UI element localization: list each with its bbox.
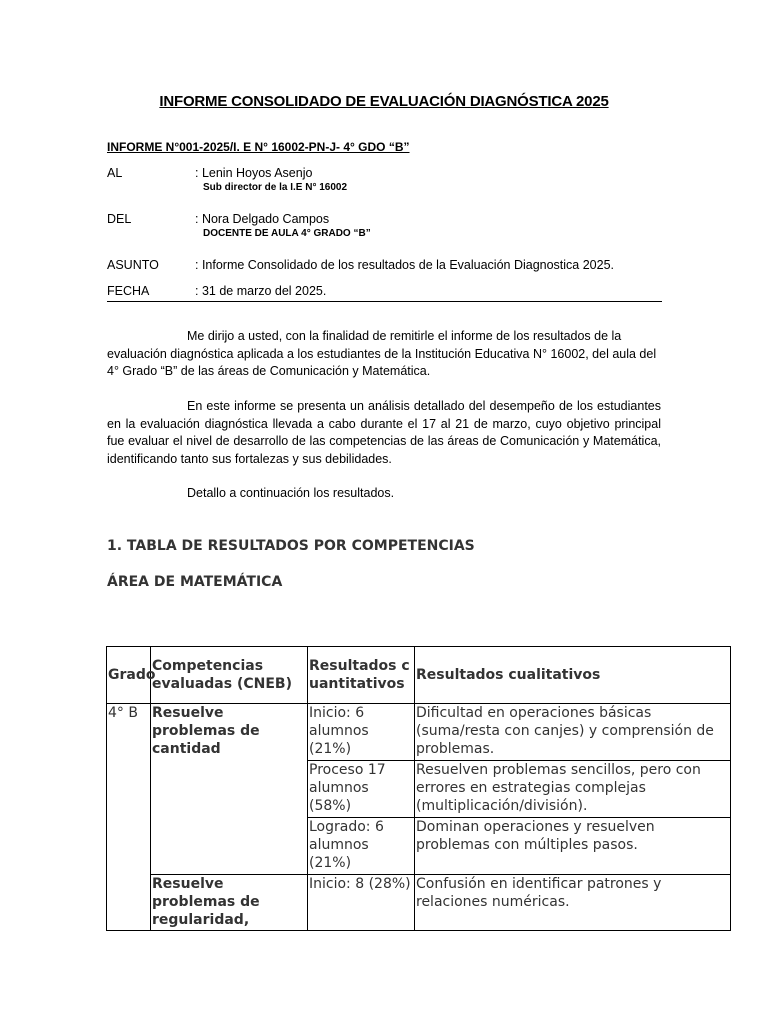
- header-grado: Grado: [107, 647, 151, 704]
- grade-cell: 4° B: [107, 704, 151, 931]
- header-del-sub: DOCENTE DE AULA 4° GRADO “B”: [203, 228, 371, 239]
- header-del-key: DEL: [107, 212, 132, 226]
- qual-cell: Confusión en identificar patrones y relaciones numéricas.: [415, 875, 731, 931]
- quant-cell: Logrado: 6 alumnos (21%): [308, 818, 415, 875]
- header-competencias: Competencias evaluadas (CNEB): [151, 647, 308, 704]
- header-al-sub: Sub director de la I.E N° 16002: [203, 182, 348, 193]
- paragraph-detail: Detallo a continuación los resultados.: [187, 486, 395, 500]
- table-row: [107, 875, 731, 931]
- paragraph-analysis: En este informe se presenta un análisis detallado del desempeño de los estudiantes en la evaluación diagnóstica llevada a cabo durante el 17 al 21 de marzo, cuyo objetivo principal fue evaluar el nivel de desarrollo de las competencias de las áreas de Comunicación y Matemática, identificando tanto sus fortalezas y sus debilidades.: [107, 399, 661, 466]
- competency-cell: Resuelve problemas de cantidad: [151, 704, 308, 875]
- header-asunto-key: ASUNTO: [107, 258, 159, 272]
- header-fecha-key: FECHA: [107, 284, 150, 298]
- header-asunto-value: : Informe Consolidado de los resultados de la Evaluación Diagnostica 2025.: [195, 258, 615, 272]
- section-heading: 1. TABLA DE RESULTADOS POR COMPETENCIAS: [107, 538, 475, 554]
- qual-cell: Dificultad en operaciones básicas (suma/resta con canjes) y comprensión de problemas.: [415, 704, 731, 761]
- document-title: INFORME CONSOLIDADO DE EVALUACIÓN DIAGNÓSTICA 2025: [159, 93, 609, 110]
- area-heading: ÁREA DE MATEMÁTICA: [107, 574, 283, 590]
- header-cualitativos: Resultados cualitativos: [415, 647, 731, 704]
- qual-cell: Dominan operaciones y resuelven problemas con múltiples pasos.: [415, 818, 731, 875]
- header-al-key: AL: [107, 166, 123, 180]
- results-table: [106, 646, 731, 931]
- header-al-value: : Lenin Hoyos Asenjo: [195, 166, 313, 180]
- quant-cell: Proceso 17 alumnos (58%): [308, 761, 415, 818]
- header-fecha-value: : 31 de marzo del 2025.: [195, 284, 327, 298]
- quant-cell: Inicio: 6 alumnos (21%): [308, 704, 415, 761]
- header-del-value: : Nora Delgado Campos: [195, 212, 330, 226]
- header-divider: [107, 301, 662, 302]
- quant-cell: Inicio: 8 (28%): [308, 875, 415, 931]
- table-row: [107, 704, 731, 761]
- report-reference: INFORME N°001-2025/I. E N° 16002-PN-J- 4° GDO “B”: [107, 140, 410, 154]
- qual-cell: Resuelven problemas sencillos, pero con errores en estrategias complejas (multiplicación/división).: [415, 761, 731, 818]
- table-header-row: [107, 647, 731, 704]
- paragraph-intro: Me dirijo a usted, con la finalidad de remitirle el informe de los resultados de la evaluación diagnóstica aplicada a los estudiantes de la Institución Educativa N° 16002, del aula del 4° Grado “B” de las áreas de Comunicación y Matemática.: [107, 329, 657, 378]
- competency-cell: Resuelve problemas de regularidad,: [151, 875, 308, 931]
- header-cuantitativos: Resultados cuantitativos: [308, 647, 415, 704]
